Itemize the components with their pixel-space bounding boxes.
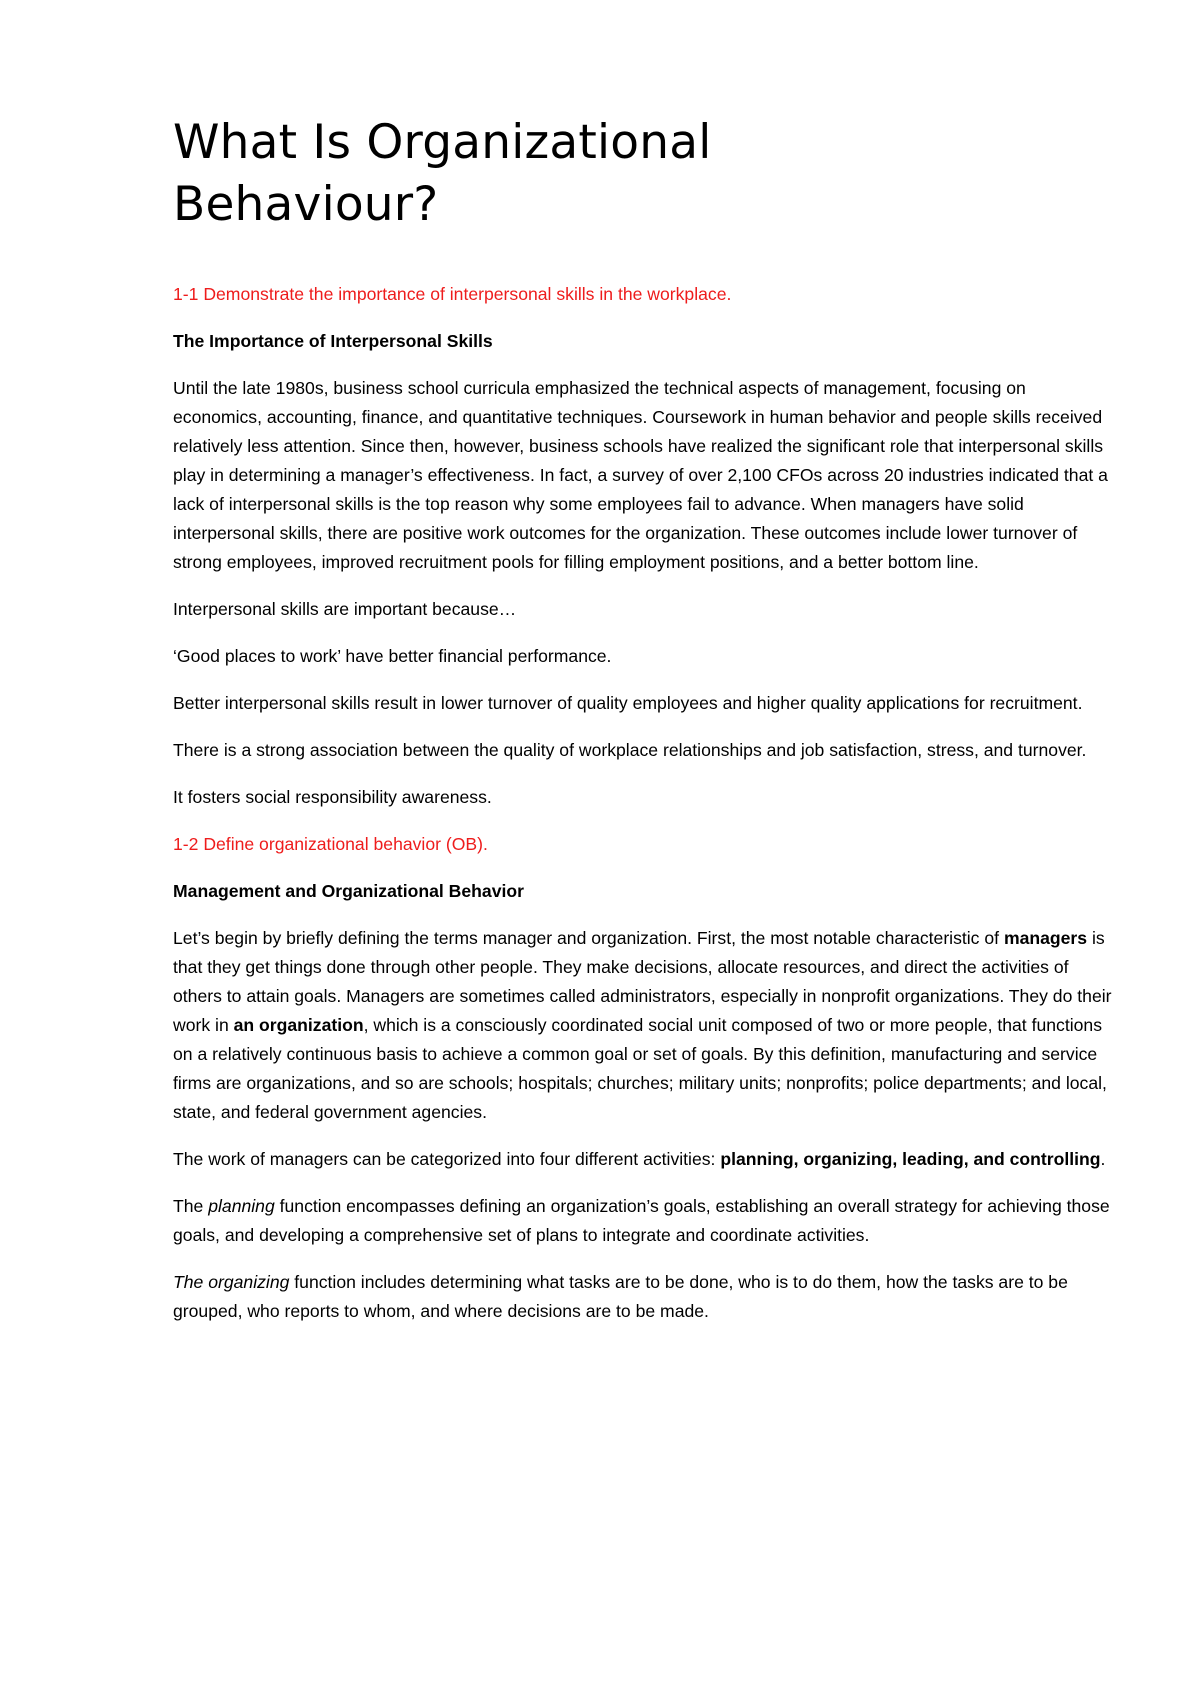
bold-term-activities: planning, organizing, leading, and controlling — [720, 1149, 1101, 1169]
paragraph-importance-lead: Interpersonal skills are important because… — [173, 599, 517, 619]
text-run: Let’s begin by briefly defining the terms manager and organization. First, the most notable characteristic of — [173, 928, 1004, 948]
text-run: The work of managers can be categorized into four different activities: — [173, 1149, 721, 1169]
paragraph-social-responsibility: It fosters social responsibility awareness. — [173, 787, 492, 807]
paragraph-lower-turnover: Better interpersonal skills result in lower turnover of quality employees and higher quality applications for recruitment. — [173, 693, 1083, 713]
paragraph-manager-definition — [173, 924, 1118, 1127]
text-run: is that they get things done through other people. They make decisions, allocate resources, and direct the activities of others to attain goals. Managers are sometimes called administrators, especially in nonprofit organizations. They do their work in — [173, 928, 1112, 1035]
paragraph-workplace-relationships: There is a strong association between the quality of workplace relationships and job satisfaction, stress, and turnover. — [173, 740, 1087, 760]
document-page — [173, 112, 1118, 1344]
document-title — [173, 112, 1118, 236]
bold-term-organization: an organization — [233, 1015, 364, 1035]
section-heading-interpersonal-skills: The Importance of Interpersonal Skills — [173, 331, 493, 351]
section-heading-management-ob: Management and Organizational Behavior — [173, 881, 524, 901]
italic-term-planning: planning — [208, 1196, 275, 1216]
text-run: function encompasses defining an organization’s goals, establishing an overall strategy for achieving those goals, and developing a comprehensive set of plans to integrate and coordinate activities. — [173, 1196, 1110, 1245]
title-line-2: Behaviour? — [173, 177, 439, 232]
text-run: function includes determining what tasks are to be done, who is to do them, how the tasks are to be grouped, who reports to whom, and where decisions are to be made. — [173, 1272, 1068, 1321]
bold-term-managers: managers — [1003, 928, 1088, 948]
paragraph-good-places: ‘Good places to work’ have better financial performance. — [173, 646, 612, 666]
paragraph-planning-function — [173, 1192, 1118, 1250]
learning-objective-1-1: 1-1 Demonstrate the importance of interpersonal skills in the workplace. — [173, 284, 732, 304]
text-run: . — [1100, 1149, 1106, 1169]
text-run: The — [173, 1196, 209, 1216]
text-run: , which is a consciously coordinated social unit composed of two or more people, that functions on a relatively continuous basis to achieve a common goal or set of goals. By this definition, manufacturing and service firms are organizations, and so are schools; hospitals; churches; military units; nonprofits; police departments; and local, state, and federal government agencies. — [173, 1015, 1107, 1122]
paragraph-four-activities — [173, 1145, 1118, 1174]
paragraph-interpersonal-intro: Until the late 1980s, business school curricula emphasized the technical aspects of management, focusing on economics, accounting, finance, and quantitative techniques. Coursework in human behavior and people skills received relatively less attention. Since then, however, business schools have realized the significant role that interpersonal skills play in determining a manager’s effectiveness. In fact, a survey of over 2,100 CFOs across 20 industries indicated that a lack of interpersonal skills is the top reason why some employees fail to advance. When managers have solid interpersonal skills, there are positive work outcomes for the organization. These outcomes include lower turnover of strong employees, improved recruitment pools for filling employment positions, and a better bottom line. — [173, 378, 1108, 572]
paragraph-organizing-function — [173, 1268, 1118, 1326]
italic-term-organizing: The organizing — [173, 1272, 290, 1292]
learning-objective-1-2: 1-2 Define organizational behavior (OB). — [173, 834, 488, 854]
title-line-1: What Is Organizational — [173, 115, 712, 170]
